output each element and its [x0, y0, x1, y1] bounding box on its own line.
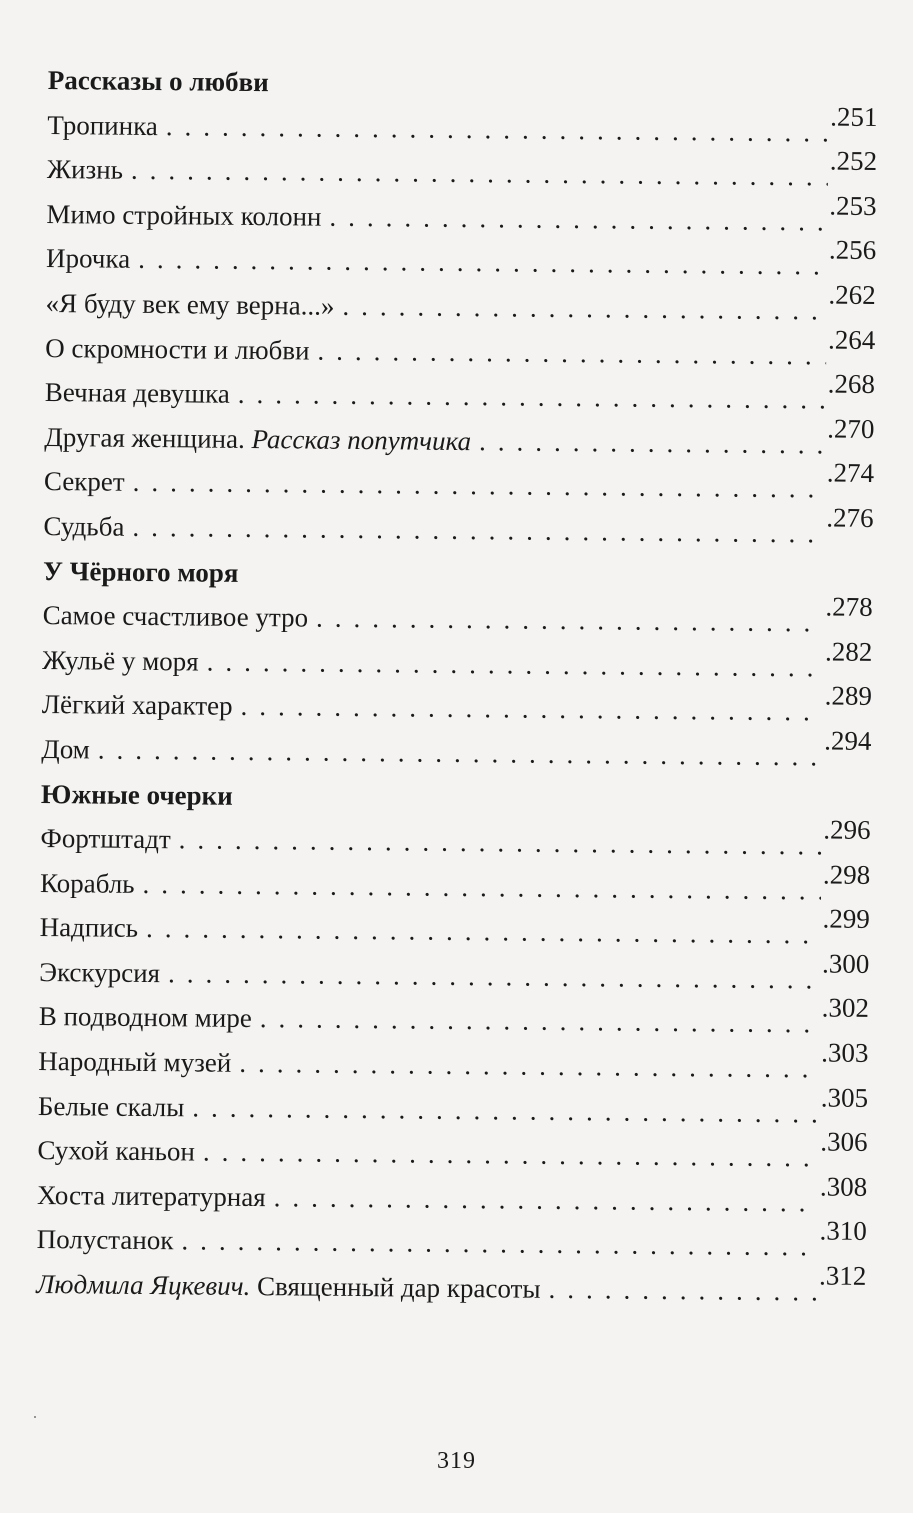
toc-entry: [44, 459, 874, 512]
section-heading-southern-sketches: Южные очерки: [40, 778, 233, 811]
entry-page: .253: [829, 190, 877, 221]
dot-leader: [334, 284, 826, 333]
dot-leader: [230, 372, 826, 422]
entry-page: .294: [824, 725, 872, 756]
entry-title: Самое счастливое утро: [42, 600, 309, 633]
toc-entry-afterword: [36, 1262, 866, 1315]
toc-entry: [37, 1173, 867, 1226]
dot-leader: [158, 104, 829, 155]
toc-entry: [45, 281, 875, 334]
dot-leader: [471, 419, 825, 467]
toc-entry: [45, 370, 875, 423]
entry-title: [36, 1262, 541, 1311]
entry-page: .302: [821, 992, 870, 1024]
entry-title: Сухой каньон: [37, 1135, 196, 1167]
entry-title: «Я буду век ему верна...»: [45, 287, 335, 321]
dot-leader: [138, 906, 821, 957]
entry-page: .305: [820, 1082, 869, 1113]
entry-title: Народный музей: [38, 1046, 232, 1078]
dot-leader: [198, 639, 823, 690]
toc-entry: [39, 950, 869, 1003]
entry-title: Белые скалы: [37, 1090, 185, 1123]
entry-page: .264: [827, 324, 876, 355]
toc-entry: [40, 861, 870, 914]
entry-page: .300: [821, 948, 870, 979]
toc-entry: [38, 1084, 868, 1137]
toc-entry: [45, 326, 875, 379]
entry-title: Жизнь: [46, 154, 124, 185]
entry-page: .282: [824, 636, 873, 667]
entry-page: .299: [822, 903, 870, 935]
entry-page: .278: [825, 591, 873, 623]
entry-page: .310: [819, 1215, 867, 1247]
toc-entry: [37, 1128, 867, 1181]
entry-page: .268: [827, 368, 876, 400]
entry-page: .252: [829, 145, 878, 177]
toc-entry: [43, 504, 873, 557]
toc-entry: [42, 638, 872, 691]
entry-page: .256: [828, 234, 877, 266]
entry-title: Тропинка: [47, 109, 159, 141]
entry-title: Надпись: [39, 912, 139, 944]
dot-leader: [308, 596, 824, 646]
entry-page: .298: [822, 859, 871, 890]
toc-entry: [46, 192, 876, 245]
entry-title: Секрет: [43, 466, 125, 498]
toc-entry: [39, 994, 869, 1047]
dot-leader: [173, 1219, 817, 1270]
entry-title-main: Другая женщина.: [44, 421, 245, 454]
dot-leader: [321, 194, 827, 243]
entry-page: .303: [821, 1037, 869, 1068]
dot-leader: [90, 727, 823, 779]
dot-leader: [309, 328, 826, 378]
entry-title: Вечная девушка: [44, 377, 230, 409]
dot-leader: [252, 996, 820, 1046]
toc-entry: [41, 727, 871, 780]
dot-leader: [171, 817, 822, 868]
dot-leader: [184, 1085, 819, 1136]
entry-title: Фортштадт: [40, 823, 171, 855]
dot-leader: [130, 237, 827, 288]
dot-leader: [232, 684, 822, 734]
entry-title: Судьба: [43, 510, 125, 542]
toc-entry: [42, 593, 872, 646]
dot-leader: [160, 951, 820, 1002]
entry-subtitle: Рассказ попутчика: [251, 423, 472, 456]
toc-entry: [36, 1217, 866, 1270]
page-number: 319: [437, 1448, 476, 1474]
entry-title: Дом: [41, 733, 91, 765]
dot-leader: [124, 505, 824, 556]
entry-title: Лёгкий характер: [41, 689, 233, 722]
entry-page: .270: [827, 413, 875, 444]
entry-page: .276: [826, 502, 874, 533]
entry-title: Полустанок: [36, 1224, 174, 1256]
entry-title: [44, 415, 471, 464]
entry-title: Хоста литературная: [36, 1179, 266, 1212]
entry-page: .262: [828, 279, 876, 310]
entry-page: .296: [823, 814, 871, 846]
toc-entry: [38, 1039, 868, 1092]
scan-speck: [34, 1416, 36, 1418]
dot-leader: [123, 148, 828, 199]
section-heading-black-sea: У Чёрного моря: [42, 555, 239, 588]
section-heading-love-stories: Рассказы о любви: [47, 64, 269, 98]
toc-entry: [39, 905, 869, 958]
table-of-contents: [36, 58, 878, 1315]
dot-leader: [124, 460, 824, 511]
dot-leader: [195, 1130, 819, 1181]
entry-title: Мимо стройных колонн: [46, 198, 322, 232]
dot-leader: [265, 1175, 818, 1225]
entry-title: О скромности и любви: [45, 332, 310, 366]
dot-leader: [134, 862, 821, 913]
dot-leader: [231, 1041, 819, 1091]
entry-page: .251: [830, 101, 878, 132]
entry-title: Корабль: [39, 867, 135, 899]
entry-title: Экскурсия: [39, 956, 161, 988]
afterword-author: Людмила Яцкевич.: [36, 1268, 251, 1302]
entry-page: .289: [824, 680, 873, 712]
toc-entry: [42, 682, 872, 735]
entry-title: Ирочка: [45, 243, 131, 275]
toc-entry: [40, 816, 870, 869]
toc-entry: [47, 147, 877, 200]
entry-page: .308: [819, 1171, 868, 1202]
toc-entry: [46, 236, 876, 289]
dot-leader: [540, 1267, 817, 1314]
entry-title: Жульё у моря: [42, 644, 199, 677]
entry-page: .274: [826, 457, 875, 489]
afterword-title: Священный дар красоты: [256, 1271, 541, 1304]
toc-entry: [47, 103, 877, 156]
entry-title: В подводном мире: [38, 1001, 252, 1034]
toc-entry: [44, 415, 874, 468]
entry-page: .306: [820, 1126, 868, 1158]
entry-page: .312: [818, 1260, 867, 1291]
